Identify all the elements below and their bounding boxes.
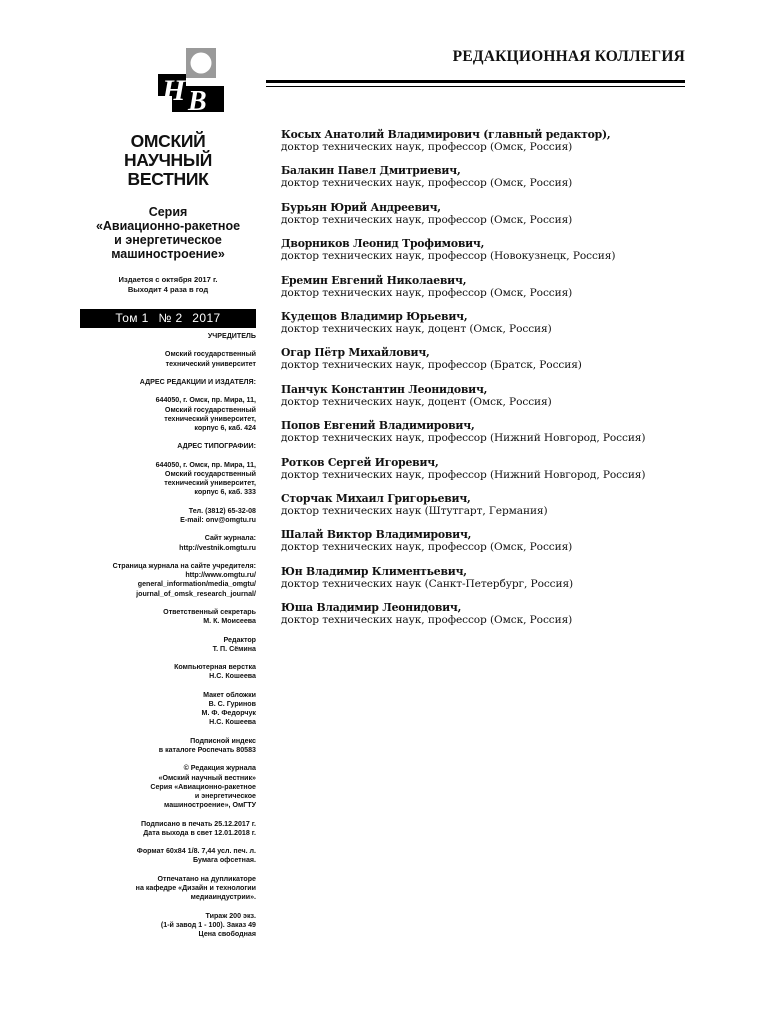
member-description: доктор технических наук, профессор (Нижний Новгород, Россия) (281, 432, 646, 445)
publication-frequency: Издается с октября 2017 г. Выходит 4 раза в год (118, 275, 218, 294)
journal-title: ОМСКИЙ НАУЧНЫЙ ВЕСТНИК (123, 131, 213, 189)
board-member (281, 565, 691, 601)
layout-credit: Компьютерная верстка Н.С. Кошеева (174, 663, 256, 681)
executive-secretary: Ответственный секретарь М. К. Моисеева (163, 607, 256, 626)
member-description: доктор технических наук, профессор (Омск, Россия) (281, 286, 573, 299)
member-name: Ротков Сергей Игоревич, (281, 455, 439, 469)
board-member (281, 128, 691, 164)
member-description: доктор технических наук, профессор (Нижний Новгород, Россия) (281, 468, 646, 481)
board-member (281, 237, 691, 273)
print-dates: Подписано в печать 25.12.2017 г. Дата выхода в свет 12.01.2018 г. (141, 819, 256, 837)
circulation: Тираж 200 экз. (1-й завод 1 - 100). Заказ 49 Цена свободная (160, 911, 256, 938)
logo-letter-n: Н (162, 74, 186, 107)
editorial-address: 644050, г. Омск, пр. Мира, 11, Омский государственный технический университет, корпус 6, каб. 424 (155, 396, 256, 432)
journal-series: Серия «Авиационно-ракетное и энергетическое машиностроение» (95, 205, 241, 261)
board-members-list (281, 128, 691, 637)
contacts: Тел. (3812) 65-32-08 E-mail: onv@omgtu.ru (180, 506, 256, 524)
member-name: Шалай Виктор Владимирович, (281, 528, 472, 542)
member-name: Юша Владимир Леонидович, (281, 601, 462, 615)
editorial-address-label: АДРЕС РЕДАКЦИИ И ИЗДАТЕЛЯ: (139, 377, 256, 386)
board-member (281, 419, 691, 455)
founder-site-page: Страница журнала на сайте учредителя: http://www.omgtu.ru/ general_information/media_omgtu/ journal_of_omsk_research_journal/ (112, 561, 256, 598)
member-name: Попов Евгений Владимирович, (281, 419, 475, 433)
print-format: Формат 60x84 1/8. 7,44 усл. печ. л. Бумага офсетная. (136, 847, 256, 865)
member-name: Дворников Леонид Трофимович, (281, 237, 485, 251)
board-member (281, 456, 691, 492)
member-name: Косых Анатолий Владимирович (главный редактор), (281, 128, 611, 141)
board-member (281, 383, 691, 419)
member-name: Еремин Евгений Николаевич, (281, 273, 467, 287)
journal-site: Сайт журнала: http://vestnik.omgtu.ru (179, 534, 256, 552)
issue-volume: Том 1 (115, 311, 149, 325)
board-member (281, 346, 691, 382)
board-member (281, 601, 691, 637)
member-name: Юн Владимир Климентьевич, (281, 564, 467, 578)
member-description: доктор технических наук, профессор (Новокузнецк, Россия) (281, 250, 616, 263)
member-name: Огар Пётр Михайлович, (281, 346, 430, 360)
issue-bar (80, 309, 256, 328)
logo-letter-v: В (188, 86, 207, 112)
member-description: доктор технических наук, профессор (Братск, Россия) (281, 359, 582, 372)
board-member (281, 274, 691, 310)
member-description: доктор технических наук, профессор (Омск, Россия) (281, 177, 573, 190)
issue-year: 2017 (192, 311, 221, 325)
page-title: РЕДАКЦИОННАЯ КОЛЛЕГИЯ (452, 48, 685, 65)
journal-info (80, 132, 256, 328)
member-description: доктор технических наук, профессор (Омск, Россия) (281, 213, 573, 226)
imprint (80, 332, 256, 948)
printing-address-label: АДРЕС ТИПОГРАФИИ: (177, 442, 256, 451)
member-description: доктор технических наук (Штутгарт, Германия) (281, 504, 548, 517)
issue-number: № 2 (158, 311, 183, 325)
member-description: доктор технических наук, профессор (Омск, Россия) (281, 141, 573, 153)
header-rule-thin (266, 86, 685, 87)
member-name: Балакин Павел Дмитриевич, (281, 164, 461, 178)
member-description: доктор технических наук, доцент (Омск, Россия) (281, 322, 552, 335)
member-description: доктор технических наук, профессор (Омск, Россия) (281, 541, 573, 554)
board-member (281, 164, 691, 200)
member-description: доктор технических наук, профессор (Омск, Россия) (281, 614, 573, 627)
editor: Редактор Т. П. Сёмина (212, 635, 256, 653)
member-description: доктор технических наук (Санкт-Петербург, Россия) (281, 577, 574, 590)
member-name: Бурьян Юрий Андреевич, (281, 200, 441, 214)
founder-block: УЧРЕДИТЕЛЬ (207, 332, 256, 340)
member-name: Панчук Константин Леонидович, (281, 382, 488, 396)
journal-logo (158, 48, 224, 112)
board-member (281, 310, 691, 346)
printed-at: Отпечатано на дупликаторе на кафедре «Дизайн и технологии медиаиндустрии». (135, 874, 256, 902)
member-name: Кудещов Владимир Юрьевич, (281, 309, 468, 323)
cover-credit: Макет обложки В. С. Гуринов М. Ф. Федорчук Н.С. Кошеева (201, 690, 256, 727)
board-member (281, 492, 691, 528)
board-member (281, 528, 691, 564)
founder-name: Омский государственный технический университет (164, 350, 256, 368)
header-rule-thick (266, 80, 685, 83)
copyright: © Редакция журнала «Омский научный вестник» Серия «Авиационно-ракетное и энергетическое машиностроение», ОмГТУ (150, 764, 256, 810)
member-description: доктор технических наук, доцент (Омск, Россия) (281, 395, 552, 408)
board-member (281, 201, 691, 237)
subscription-index: Подписной индекс в каталоге Роспечать 80583 (158, 736, 256, 754)
member-name: Сторчак Михаил Григорьевич, (281, 491, 471, 505)
printing-address: 644050, г. Омск, пр. Мира, 11, Омский государственный технический университет, корпус 6, каб. 333 (155, 460, 256, 497)
